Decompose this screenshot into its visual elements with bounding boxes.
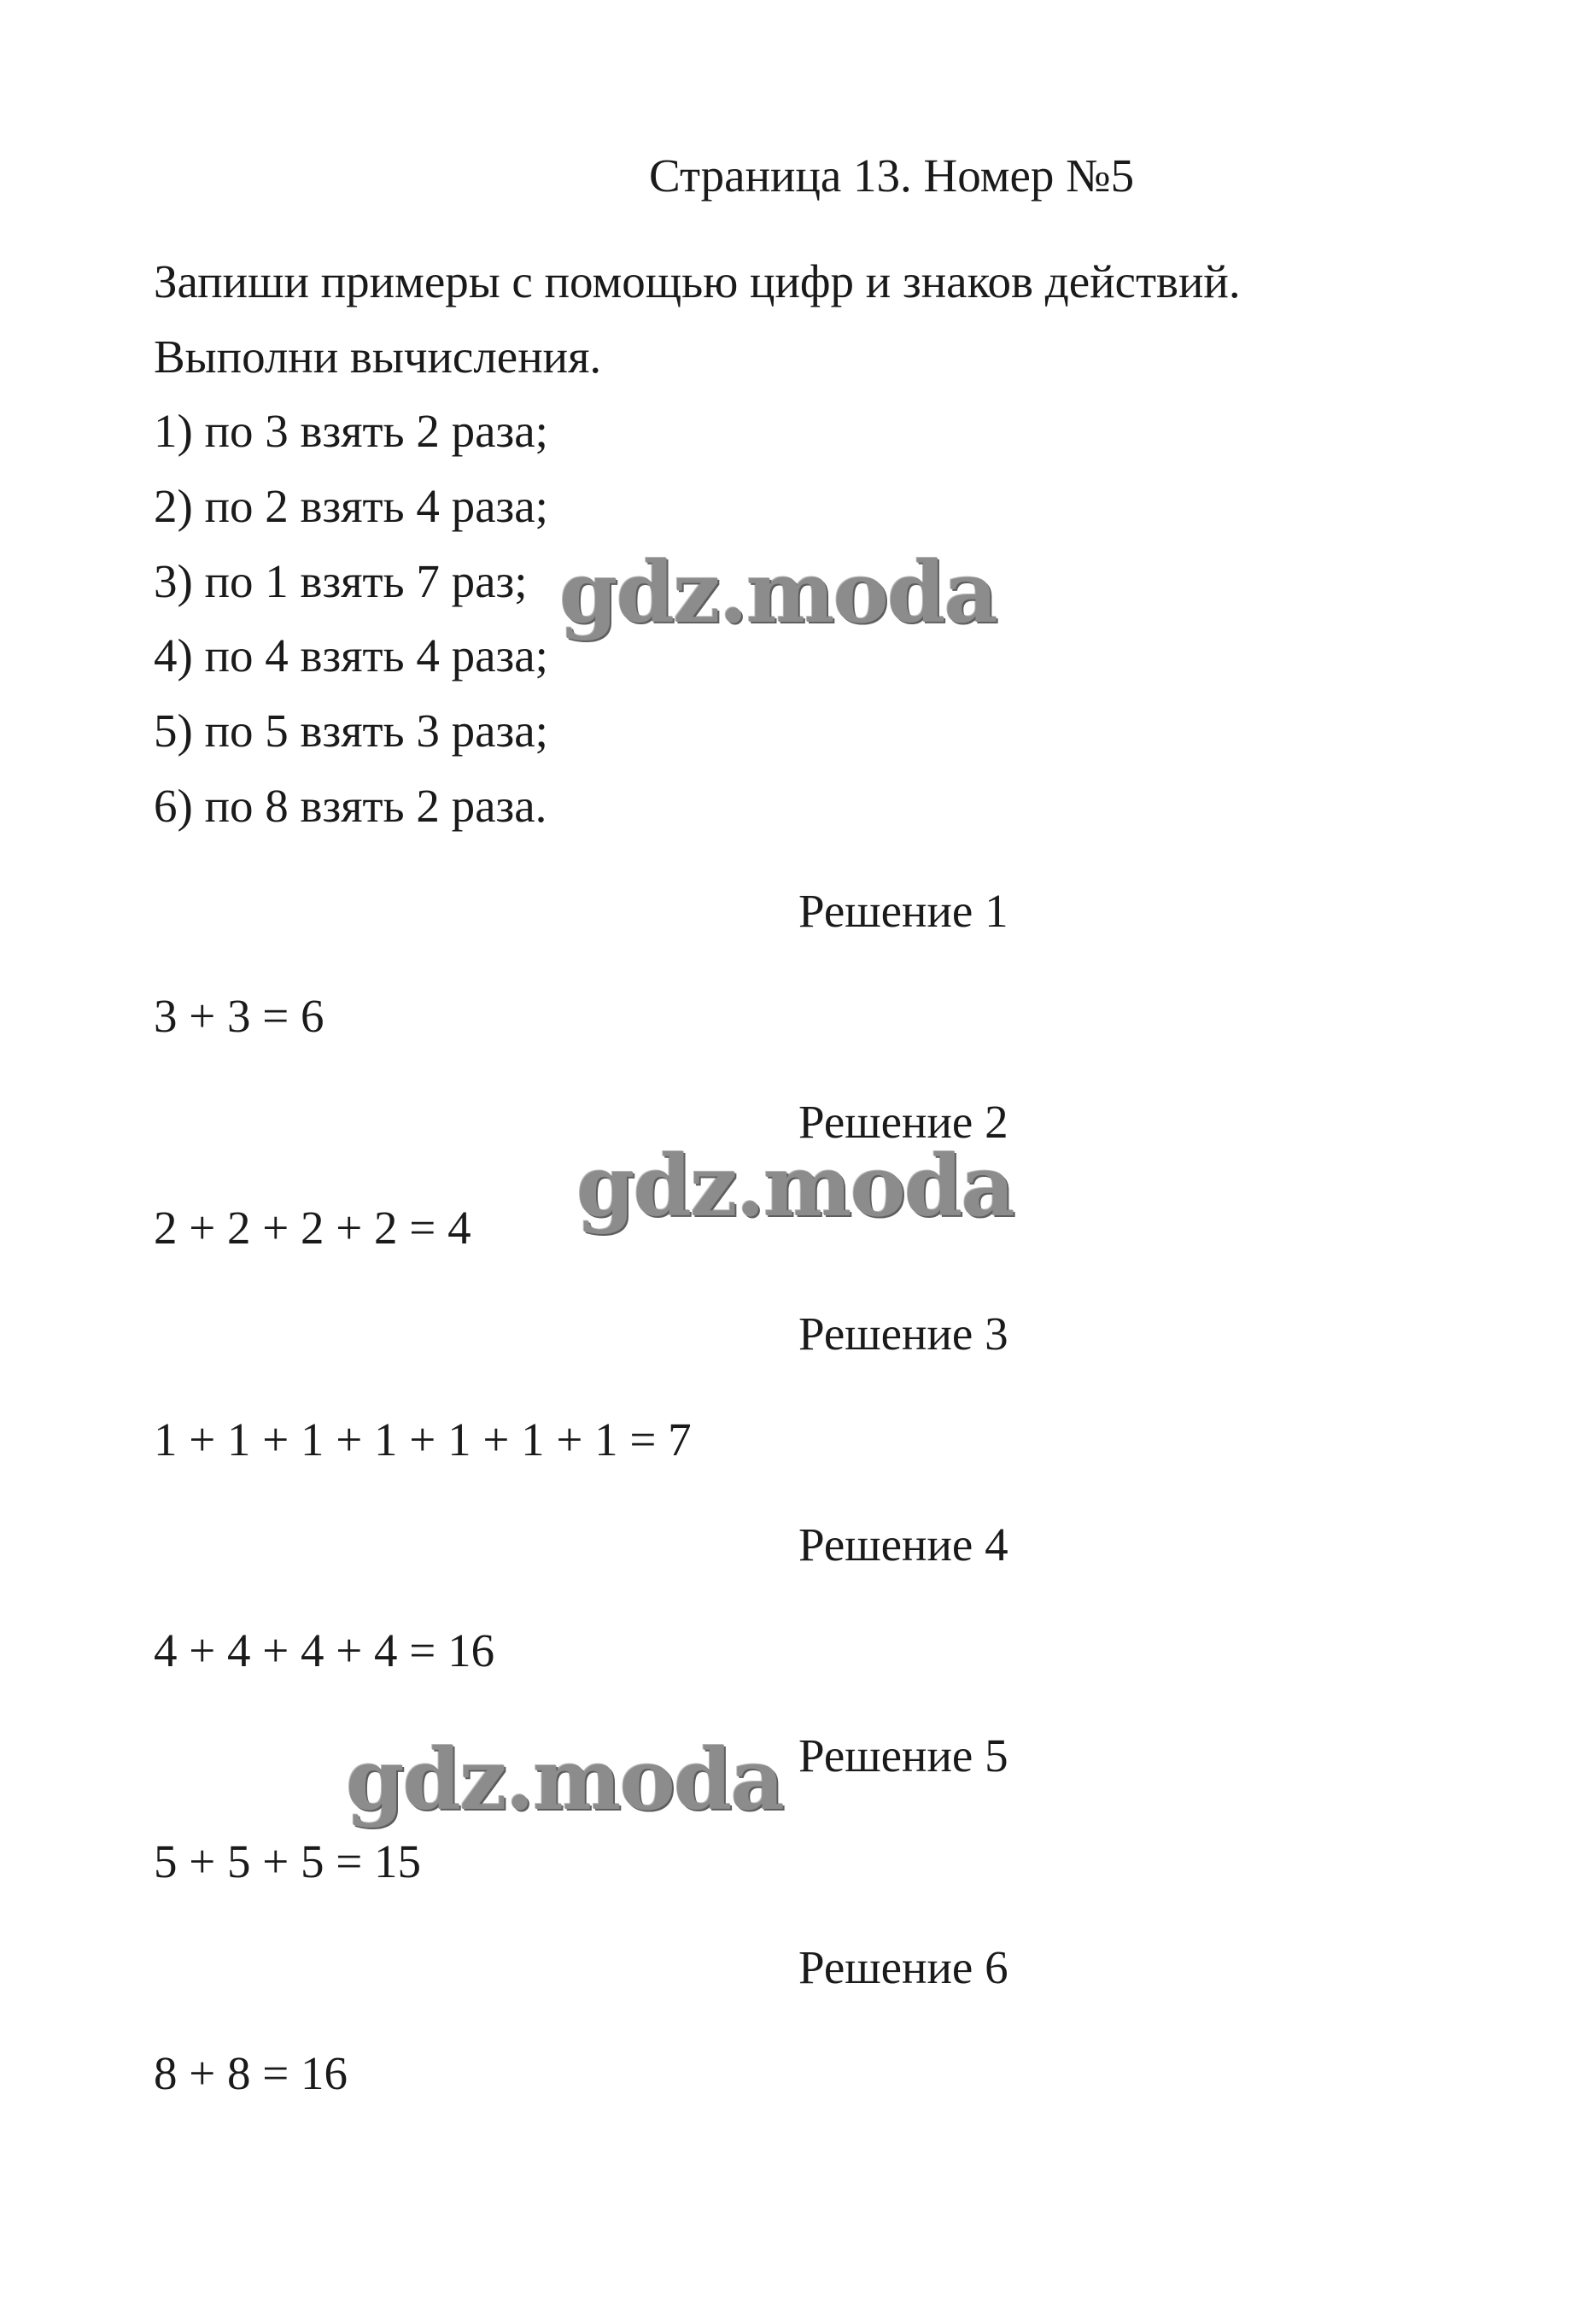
solution-heading-3: Решение 3 [798,1308,1008,1360]
solution-heading-5: Решение 5 [798,1729,1008,1782]
solution-answer-6: 8 + 8 = 16 [154,2047,348,2099]
watermark-logo: gdz.moda [346,1731,783,1829]
task-item-6: 6) по 8 взять 2 раза. [154,780,547,832]
solution-heading-2: Решение 2 [798,1096,1008,1148]
task-item-1: 1) по 3 взять 2 раза; [154,405,548,457]
solution-heading-4: Решение 4 [798,1518,1008,1571]
watermark-logo: gdz.moda [576,1138,1014,1236]
solution-answer-1: 3 + 3 = 6 [154,990,324,1042]
task-item-2: 2) по 2 взять 4 раза; [154,480,548,532]
task-item-4: 4) по 4 взять 4 раза; [154,629,548,682]
solution-heading-6: Решение 6 [798,1941,1008,1993]
solution-answer-2: 2 + 2 + 2 + 2 = 4 [154,1202,471,1254]
solution-answer-4: 4 + 4 + 4 + 4 = 16 [154,1624,495,1676]
task-item-3: 3) по 1 взять 7 раз; [154,555,528,607]
task-instruction-continued: Выполни вычисления. [154,331,602,383]
solution-answer-3: 1 + 1 + 1 + 1 + 1 + 1 + 1 = 7 [154,1413,692,1466]
task-instruction: Запиши примеры с помощью цифр и знаков действий. [154,255,1241,307]
watermark-logo: gdz.moda [559,544,997,642]
solution-heading-1: Решение 1 [798,885,1008,937]
task-item-5: 5) по 5 взять 3 раза; [154,705,548,757]
solution-answer-5: 5 + 5 + 5 = 15 [154,1835,422,1887]
page-title: Страница 13. Номер №5 [649,149,1135,202]
